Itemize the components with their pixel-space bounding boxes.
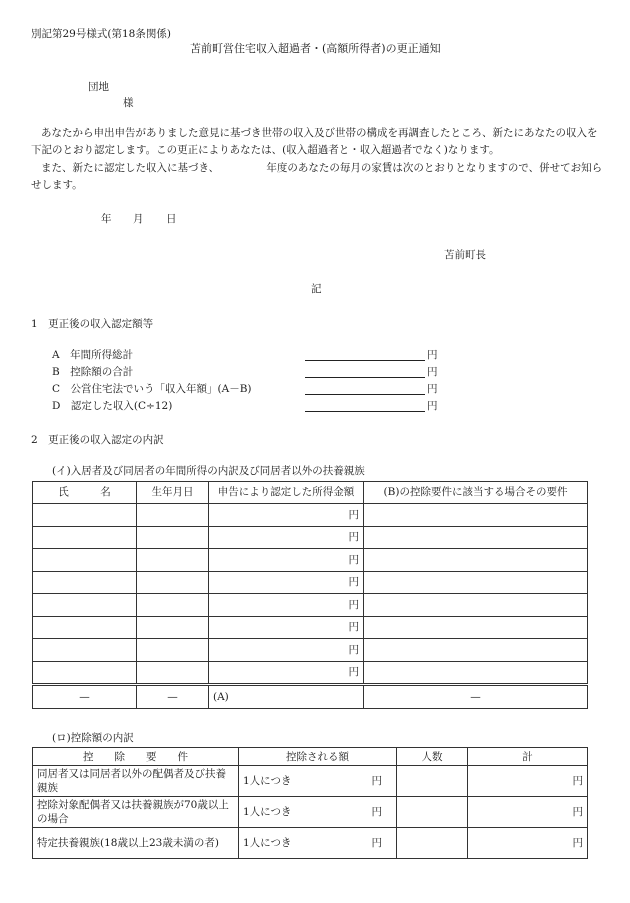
yen-unit[interactable]: 円 <box>209 594 364 617</box>
table-row <box>33 828 588 859</box>
section1-item-c-field[interactable] <box>305 382 425 395</box>
section1-item-c-label: C 公営住宅法でいう「収入年額」(A－B) <box>52 383 252 395</box>
yen-unit[interactable]: 円 <box>209 549 364 572</box>
section1-item-a-unit: 円 <box>427 349 438 361</box>
col-header-deduction-amount: 控除される額 <box>239 748 397 766</box>
count-cell[interactable] <box>397 766 468 797</box>
yen-unit: 円 <box>371 775 382 787</box>
yen-unit[interactable]: 円 <box>209 661 364 685</box>
total-cell[interactable]: 円 <box>468 828 588 859</box>
section1-item-b-unit: 円 <box>427 366 438 378</box>
per-person-label: 1人につき <box>243 775 292 787</box>
recipient-danchi: 団地 <box>88 81 109 93</box>
total-birthdate-dash: — <box>137 685 209 709</box>
col-header-name: 氏 名 <box>33 482 137 504</box>
deduction-breakdown-table <box>32 747 588 859</box>
table-row <box>33 504 588 527</box>
col-header-requirement: 控 除 要 件 <box>33 748 239 766</box>
yen-unit: 円 <box>371 837 382 849</box>
section1-item-a-field[interactable] <box>305 348 425 361</box>
table-row <box>33 571 588 594</box>
table-row <box>33 549 588 572</box>
total-row <box>33 685 588 709</box>
total-requirement-dash: — <box>364 685 588 709</box>
recipient-sama: 様 <box>123 97 134 109</box>
table-row <box>33 766 588 797</box>
body-paragraph-2: また、新たに認定した収入に基づき、 年度のあなたの毎月の家賃は次のとおりとなりますので、併せてお知らせします。 <box>31 162 603 191</box>
col-header-income: 申告により認定した所得金額 <box>209 482 364 504</box>
col-header-birthdate: 生年月日 <box>137 482 209 504</box>
section1-item-c-unit: 円 <box>427 383 438 395</box>
table-row <box>33 639 588 662</box>
col-header-count: 人数 <box>397 748 468 766</box>
section1-item-b-label: B 控除額の合計 <box>52 366 134 378</box>
requirement-over-70: 控除対象配偶者又は扶養親族が70歳以上の場合 <box>33 797 239 828</box>
section1-item-a-label: A 年間所得総計 <box>52 349 134 361</box>
section1-item-b-field[interactable] <box>305 365 425 378</box>
date-year: 年 <box>101 213 112 225</box>
requirement-spouse-dependents: 同居者又は同居者以外の配偶者及び扶養親族 <box>33 766 239 797</box>
table-row <box>33 616 588 639</box>
col-header-total: 計 <box>468 748 588 766</box>
yen-unit[interactable]: 円 <box>209 639 364 662</box>
count-cell[interactable] <box>397 797 468 828</box>
yen-unit[interactable]: 円 <box>209 504 364 527</box>
per-person-label: 1人につき <box>243 806 292 818</box>
yen-unit[interactable]: 円 <box>209 616 364 639</box>
table-row <box>33 594 588 617</box>
table-row <box>33 526 588 549</box>
yen-unit: 円 <box>371 806 382 818</box>
yen-unit[interactable]: 円 <box>209 526 364 549</box>
total-name-dash: — <box>33 685 137 709</box>
per-person-label: 1人につき <box>243 837 292 849</box>
page-title: 苫前町営住宅収入超過者・(高額所得者)の更正通知 <box>190 42 441 55</box>
table1-caption: (イ)入居者及び同居者の年間所得の内訳及び同居者以外の扶養親族 <box>52 465 365 477</box>
col-header-deduction-requirement: (B)の控除要件に該当する場合その要件 <box>364 482 588 504</box>
yen-unit[interactable]: 円 <box>209 571 364 594</box>
section2-heading: 2 更正後の収入認定の内訳 <box>31 434 164 446</box>
form-label: 別記第29号様式(第18条関係) <box>31 28 171 40</box>
date-month: 月 <box>133 213 144 225</box>
income-breakdown-table <box>32 481 588 709</box>
date-day: 日 <box>166 213 177 225</box>
table-row <box>33 797 588 828</box>
table-row <box>33 661 588 685</box>
ki-heading: 記 <box>311 283 322 295</box>
count-cell[interactable] <box>397 828 468 859</box>
total-income-a[interactable]: (A) <box>209 685 364 709</box>
section1-item-d-field[interactable] <box>305 399 425 412</box>
total-cell[interactable]: 円 <box>468 797 588 828</box>
body-paragraph-1: あなたから申出申告がありました意見に基づき世帯の収入及び世帯の構成を再調査したところ、新たにあなたの収入を下記のとおり認定します。この更正によりあなたは、(収入超過者と・収入超過者でなく)なります。 <box>31 127 598 156</box>
total-cell[interactable]: 円 <box>468 766 588 797</box>
section1-item-d-label: D 認定した収入(C÷12) <box>52 400 173 412</box>
issuer: 苫前町長 <box>444 249 486 261</box>
table2-caption: (ロ)控除額の内訳 <box>52 732 134 744</box>
section1-heading: 1 更正後の収入認定額等 <box>31 318 154 330</box>
requirement-specific-dependent: 特定扶養親族(18歳以上23歳未満の者) <box>33 828 239 859</box>
section1-item-d-unit: 円 <box>427 400 438 412</box>
